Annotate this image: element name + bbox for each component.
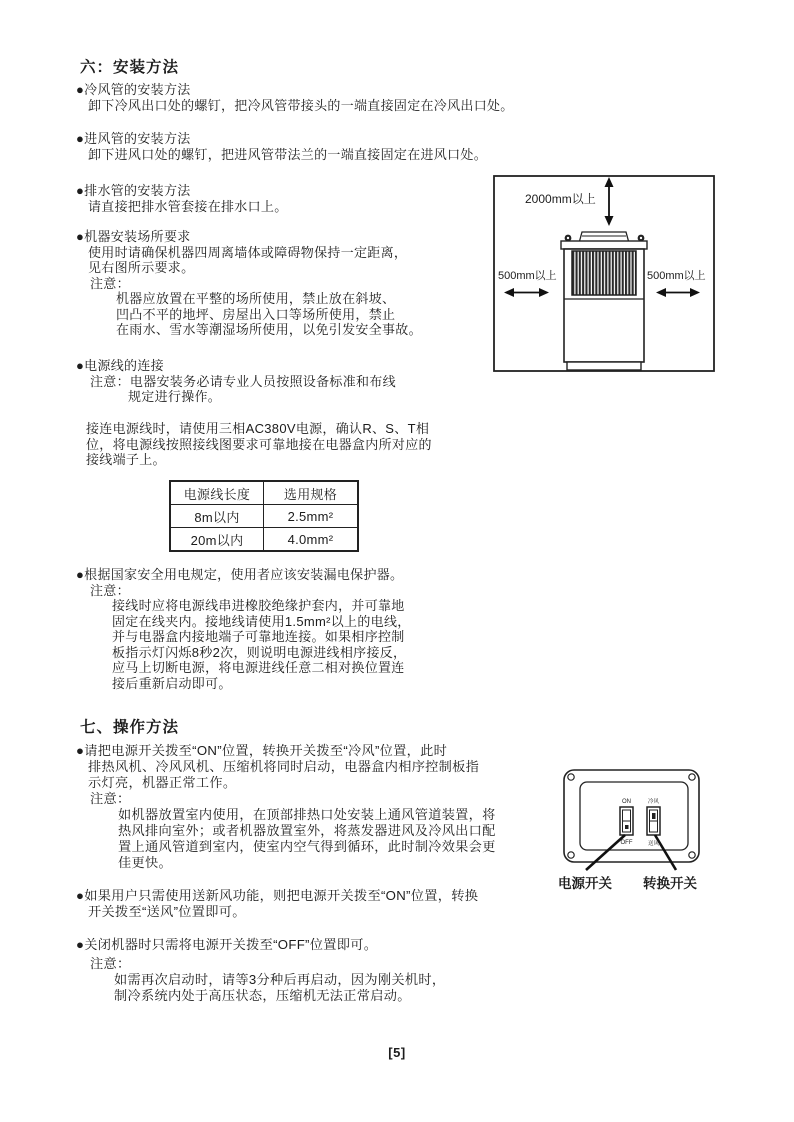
body-line: 卸下冷风出口处的螺钉，把冷风管带接头的一端直接固定在冷风出口处。 bbox=[88, 97, 514, 113]
body-line: 卸下进风口处的螺钉，把进风管带法兰的一端直接固定在进风口处。 bbox=[88, 146, 488, 162]
note-line: 机器应放置在平整的场所使用，禁止放在斜坡、 bbox=[116, 291, 396, 306]
left-arrow-icon bbox=[504, 288, 549, 297]
body-line: 使用时请确保机器四周离墙体或障碍物保持一定距离， bbox=[88, 244, 408, 260]
note-line: 热风排向室外；或者机器放置室外，将蒸发器进风及冷风出口配 bbox=[118, 823, 496, 838]
note-line: 如机器放置室内使用，在顶部排热口处安装上通风管道装置，将 bbox=[118, 807, 496, 822]
right-clearance-label: 500mm以上 bbox=[647, 270, 706, 282]
item-title: ●机器安装场所要求 bbox=[76, 229, 191, 244]
table-row bbox=[170, 528, 358, 552]
note-line: 注意：电器安装务必请专业人员按照设备标准和布线 bbox=[90, 373, 396, 389]
page-number: [5] bbox=[388, 1045, 406, 1060]
shutdown-note bbox=[90, 956, 445, 1004]
section-7-heading: 七、操作方法 bbox=[80, 719, 180, 736]
grille-icon bbox=[572, 251, 636, 295]
body-line: 开关拨至“送风”位置即可。 bbox=[88, 904, 246, 919]
section-6-heading: 六：安装方法 bbox=[80, 59, 180, 76]
para-connect-power bbox=[86, 421, 432, 468]
note-line: 在雨水、雪水等潮湿场所使用，以免引发安全事故。 bbox=[116, 322, 422, 337]
note-line: 固定在线夹内。接地线请使用1.5mm²以上的电线， bbox=[112, 613, 411, 629]
table-header-row bbox=[170, 481, 358, 505]
item-fresh-air bbox=[76, 888, 478, 920]
cell-length: 20m以内 bbox=[170, 528, 264, 552]
body-line: 见右图所示要求。 bbox=[88, 260, 195, 275]
item-title: ●排水管的安装方法 bbox=[76, 183, 191, 198]
note-line: 制冷系统内处于高压状态，压缩机无法正常启动。 bbox=[114, 988, 411, 1003]
body-line: 示灯亮，机器正常工作。 bbox=[88, 775, 237, 790]
switch-panel-diagram bbox=[556, 765, 716, 893]
note-label: 注意： bbox=[90, 956, 131, 971]
note-line: 佳更快。 bbox=[118, 855, 172, 870]
note-line: 规定进行操作。 bbox=[128, 389, 222, 404]
cell-length: 8m以内 bbox=[170, 505, 264, 528]
item-drain-pipe bbox=[76, 183, 288, 214]
item-install-site bbox=[76, 229, 422, 338]
col-header-spec: 选用规格 bbox=[264, 481, 359, 505]
right-arrow-icon bbox=[656, 288, 700, 297]
item-start-machine bbox=[76, 743, 496, 871]
cell-spec: 2.5mm² bbox=[264, 505, 359, 528]
note-line: 接后重新启动即可。 bbox=[112, 675, 232, 691]
col-header-length: 电源线长度 bbox=[170, 481, 264, 505]
item-cold-duct bbox=[76, 82, 514, 113]
item-title: ●进风管的安装方法 bbox=[76, 131, 191, 146]
note-label: 注意： bbox=[90, 582, 130, 598]
body-line: 位，将电源线按照接线图要求可靠地接在电器盒内所对应的 bbox=[86, 436, 432, 452]
item-title: ●根据国家安全用电规定，使用者应该安装漏电保护器。 bbox=[76, 567, 404, 582]
item-shutdown bbox=[76, 937, 377, 953]
switch-panel-illustration bbox=[556, 765, 716, 872]
power-switch-label: 电源开关 bbox=[558, 876, 612, 891]
note-line: 凹凸不平的地坪、房屋出入口等场所使用，禁止 bbox=[116, 306, 396, 322]
body-line: ●关闭机器时只需将电源开关拨至“OFF”位置即可。 bbox=[76, 937, 378, 952]
machine-illustration bbox=[561, 232, 647, 370]
mode-top-label: 冷风 bbox=[647, 799, 660, 805]
mode-switch-label: 转换开关 bbox=[643, 876, 697, 891]
note-line: 置上通风管道到室内，使室内空气得到循环，此时制冷效果会更 bbox=[118, 839, 496, 854]
note-label: 注意： bbox=[90, 791, 131, 806]
item-title: ●冷风管的安装方法 bbox=[76, 82, 191, 97]
item-title: ●电源线的连接 bbox=[76, 358, 164, 373]
body-line: 接线端子上。 bbox=[86, 452, 166, 467]
body-line: ●如果用户只需使用送新风功能，则把电源开关拨至“ON”位置，转换 bbox=[76, 888, 479, 903]
wire-spec-table bbox=[169, 480, 359, 552]
note-line: 接线时应将电源线串进橡胶绝缘护套内，并可靠地 bbox=[112, 598, 405, 613]
off-label: OFF bbox=[620, 840, 633, 846]
top-clearance-label: 2000mm以上 bbox=[525, 192, 596, 206]
note-line: 应马上切断电源，将电源进线任意二相对换位置连 bbox=[112, 660, 405, 675]
note-line: 板指示灯闪烁8秒2次，则说明电源进线相序接反， bbox=[112, 644, 407, 660]
table-row bbox=[170, 505, 358, 528]
note-line: 并与电器盒内接地端子可靠地连接。如果相序控制 bbox=[112, 629, 405, 644]
body-line: 排热风机、冷风风机、压缩机将同时启动，电器盒内相序控制板指 bbox=[88, 759, 480, 774]
power-switch-icon bbox=[620, 807, 633, 835]
note-line: 如需再次启动时，请等3分种后再启动，因为刚关机时， bbox=[114, 972, 446, 987]
item-intake-duct bbox=[76, 131, 487, 162]
cell-spec: 4.0mm² bbox=[264, 528, 359, 552]
body-line: ●请把电源开关拨至“ON”位置，转换开关拨至“冷风”位置，此时 bbox=[76, 743, 448, 758]
left-clearance-label: 500mm以上 bbox=[498, 270, 557, 282]
mode-switch-icon bbox=[647, 807, 660, 835]
vertical-arrow-icon bbox=[605, 177, 614, 226]
mode-bottom-label: 送风 bbox=[647, 841, 660, 847]
clearance-diagram bbox=[493, 175, 715, 372]
body-line: 请直接把排水管套接在排水口上。 bbox=[88, 198, 288, 214]
on-label: ON bbox=[622, 799, 631, 805]
item-leakage-protector bbox=[76, 567, 411, 691]
note-label: 注意： bbox=[90, 275, 130, 291]
item-power-cord bbox=[76, 358, 396, 405]
body-line: 接连电源线时，请使用三相AC380V电源，确认R、S、T相 bbox=[86, 421, 430, 436]
